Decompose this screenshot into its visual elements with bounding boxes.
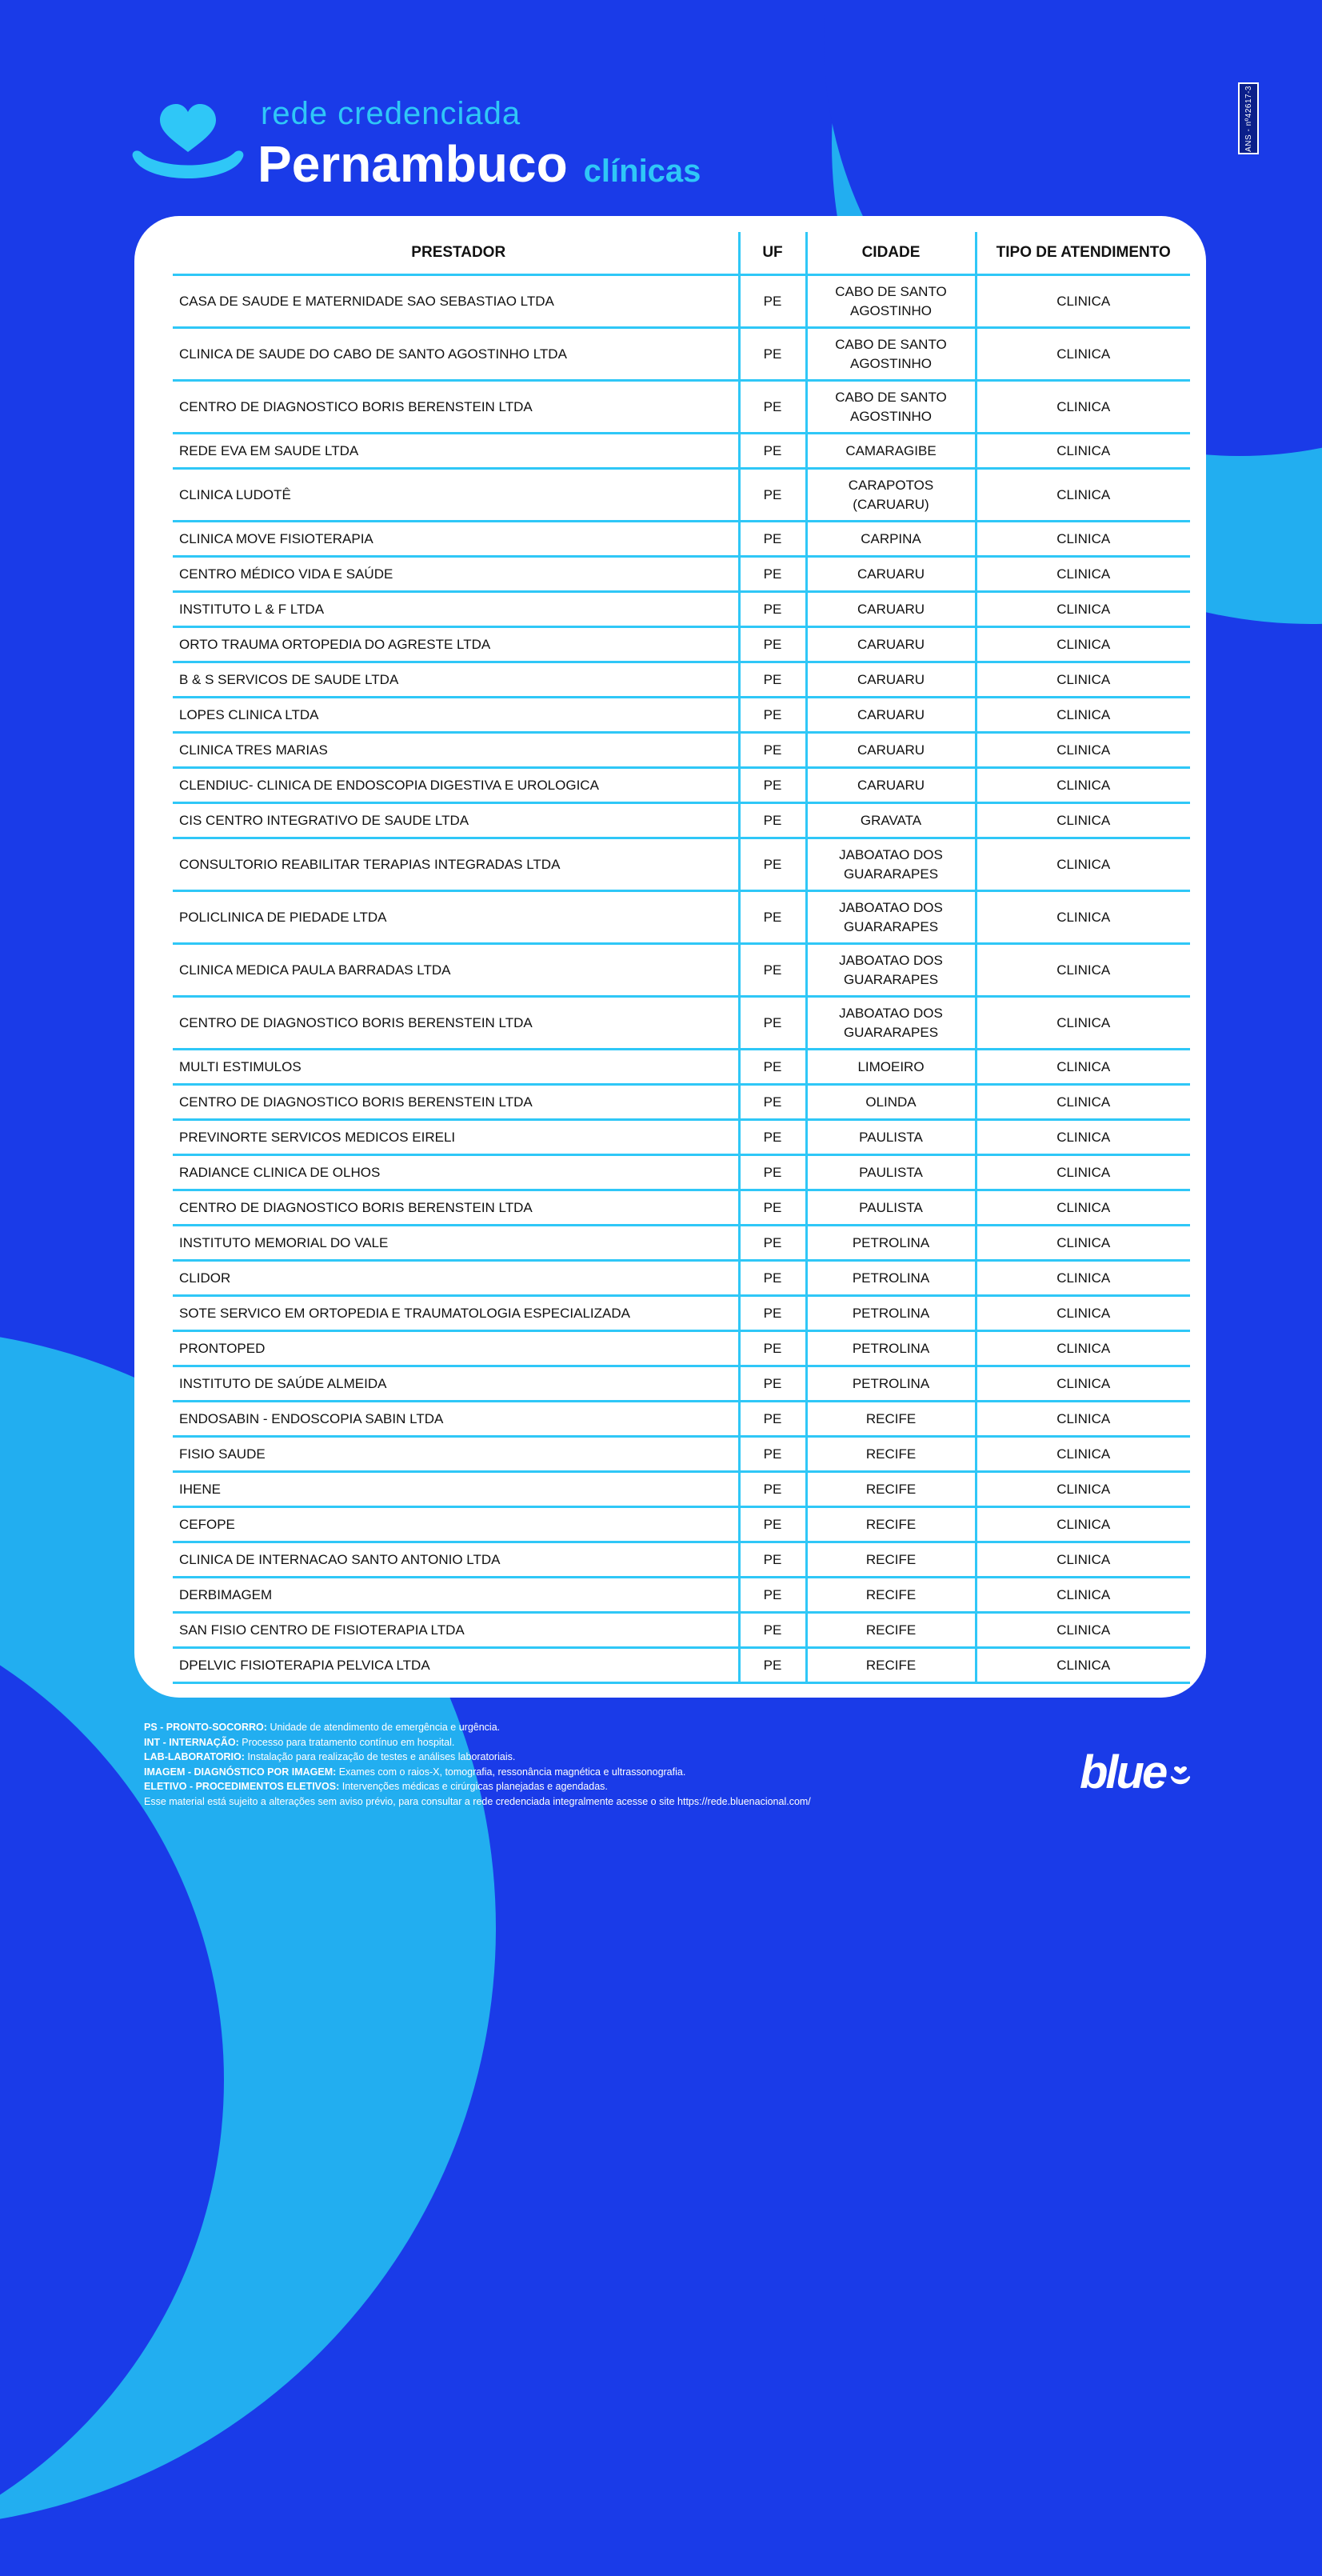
table-row [173,275,1190,328]
cell-prestador: CENTRO DE DIAGNOSTICO BORIS BERENSTEIN LTDA [173,997,739,1050]
cell-tipo: CLINICA [976,944,1190,997]
cell-uf: PE [739,1085,806,1120]
cell-cidade: RECIFE [806,1437,976,1472]
cell-prestador: CLINICA LUDOTÊ [173,469,739,522]
cell-prestador: CLINICA DE INTERNACAO SANTO ANTONIO LTDA [173,1542,739,1578]
cell-tipo: CLINICA [976,522,1190,557]
column-header-tipo: TIPO DE ATENDIMENTO [976,232,1190,275]
footer-legend [144,1720,1024,1809]
cell-uf: PE [739,662,806,698]
cell-uf: PE [739,557,806,592]
cell-tipo: CLINICA [976,891,1190,944]
table-row [173,1437,1190,1472]
cell-cidade: CARUARU [806,557,976,592]
cell-uf: PE [739,733,806,768]
cell-prestador: CLINICA MOVE FISIOTERAPIA [173,522,739,557]
cell-cidade: CARUARU [806,698,976,733]
cell-uf: PE [739,997,806,1050]
table-row [173,1085,1190,1120]
legend-term: INT - INTERNAÇÃO: [144,1736,239,1748]
legend-term: PS - PRONTO-SOCORRO: [144,1722,267,1733]
disclaimer: Esse material está sujeito a alterações sem aviso prévio, para consultar a rede credenciada integralmente acesse o site https://rede.bluenacional.com/ [144,1795,811,1807]
cell-uf: PE [739,1050,806,1085]
table-row [173,469,1190,522]
cell-prestador: MULTI ESTIMULOS [173,1050,739,1085]
cell-tipo: CLINICA [976,1050,1190,1085]
cell-prestador: DPELVIC FISIOTERAPIA PELVICA LTDA [173,1648,739,1683]
cell-tipo: CLINICA [976,1402,1190,1437]
cell-uf: PE [739,627,806,662]
cell-uf: PE [739,1507,806,1542]
cell-tipo: CLINICA [976,1542,1190,1578]
cell-cidade: RECIFE [806,1472,976,1507]
cell-tipo: CLINICA [976,1261,1190,1296]
cell-tipo: CLINICA [976,1120,1190,1155]
cell-tipo: CLINICA [976,1155,1190,1190]
cell-uf: PE [739,838,806,891]
cell-cidade: RECIFE [806,1542,976,1578]
cell-tipo: CLINICA [976,1578,1190,1613]
cell-tipo: CLINICA [976,1648,1190,1683]
provider-table-card [134,216,1206,1698]
cell-uf: PE [739,1120,806,1155]
table-row [173,557,1190,592]
heart-smile-logo-icon [128,102,248,197]
table-row [173,662,1190,698]
cell-cidade: RECIFE [806,1507,976,1542]
table-row [173,1472,1190,1507]
cell-prestador: CONSULTORIO REABILITAR TERAPIAS INTEGRADAS LTDA [173,838,739,891]
table-row [173,733,1190,768]
cell-uf: PE [739,1296,806,1331]
cell-uf: PE [739,1472,806,1507]
legend-desc: Instalação para realização de testes e análises laboratoriais. [247,1751,516,1762]
cell-prestador: FISIO SAUDE [173,1437,739,1472]
table-row [173,1226,1190,1261]
cell-cidade: JABOATAO DOS GUARARAPES [806,838,976,891]
cell-tipo: CLINICA [976,627,1190,662]
table-row [173,1331,1190,1366]
cell-cidade: JABOATAO DOS GUARARAPES [806,944,976,997]
cell-cidade: JABOATAO DOS GUARARAPES [806,997,976,1050]
table-row [173,768,1190,803]
table-row [173,434,1190,469]
cell-tipo: CLINICA [976,469,1190,522]
cell-cidade: PETROLINA [806,1296,976,1331]
cell-prestador: INSTITUTO L & F LTDA [173,592,739,627]
table-row [173,592,1190,627]
cell-uf: PE [739,328,806,381]
legend-desc: Exames com o raios-X, tomografia, ressonância magnética e ultrassonografia. [338,1766,686,1778]
legend-item [144,1765,1024,1780]
cell-tipo: CLINICA [976,997,1190,1050]
cell-prestador: CENTRO DE DIAGNOSTICO BORIS BERENSTEIN LTDA [173,381,739,434]
cell-prestador: SAN FISIO CENTRO DE FISIOTERAPIA LTDA [173,1613,739,1648]
legend-item [144,1720,1024,1735]
cell-prestador: CLINICA MEDICA PAULA BARRADAS LTDA [173,944,739,997]
cell-prestador: REDE EVA EM SAUDE LTDA [173,434,739,469]
cell-tipo: CLINICA [976,381,1190,434]
legend-item [144,1735,1024,1750]
cell-tipo: CLINICA [976,1507,1190,1542]
table-row [173,1648,1190,1683]
table-row [173,698,1190,733]
table-header-row [173,232,1190,275]
legend-term: ELETIVO - PROCEDIMENTOS ELETIVOS: [144,1781,340,1792]
table-row [173,381,1190,434]
table-row [173,328,1190,381]
cell-prestador: RADIANCE CLINICA DE OLHOS [173,1155,739,1190]
legend-item [144,1750,1024,1765]
cell-uf: PE [739,1331,806,1366]
cell-tipo: CLINICA [976,1085,1190,1120]
table-row [173,1120,1190,1155]
cell-prestador: LOPES CLINICA LTDA [173,698,739,733]
cell-prestador: POLICLINICA DE PIEDADE LTDA [173,891,739,944]
cell-cidade: RECIFE [806,1578,976,1613]
cell-tipo: CLINICA [976,1366,1190,1402]
table-row [173,838,1190,891]
cell-uf: PE [739,1190,806,1226]
cell-prestador: CIS CENTRO INTEGRATIVO DE SAUDE LTDA [173,803,739,838]
cell-cidade: RECIFE [806,1402,976,1437]
cell-tipo: CLINICA [976,592,1190,627]
cell-uf: PE [739,275,806,328]
table-row [173,1155,1190,1190]
provider-table [173,232,1190,1684]
state-title: Pernambuco [258,135,568,193]
page-title [258,134,701,194]
cell-prestador: CENTRO DE DIAGNOSTICO BORIS BERENSTEIN LTDA [173,1190,739,1226]
cell-uf: PE [739,803,806,838]
cell-tipo: CLINICA [976,1190,1190,1226]
cell-uf: PE [739,698,806,733]
cell-prestador: CASA DE SAUDE E MATERNIDADE SAO SEBASTIAO LTDA [173,275,739,328]
cell-uf: PE [739,891,806,944]
cell-prestador: PREVINORTE SERVICOS MEDICOS EIRELI [173,1120,739,1155]
cell-cidade: JABOATAO DOS GUARARAPES [806,891,976,944]
cell-tipo: CLINICA [976,1437,1190,1472]
cell-uf: PE [739,522,806,557]
cell-cidade: PAULISTA [806,1120,976,1155]
table-row [173,1613,1190,1648]
cell-tipo: CLINICA [976,698,1190,733]
cell-uf: PE [739,1578,806,1613]
cell-uf: PE [739,469,806,522]
table-row [173,1542,1190,1578]
cell-prestador: ORTO TRAUMA ORTOPEDIA DO AGRESTE LTDA [173,627,739,662]
cell-uf: PE [739,381,806,434]
cell-prestador: CEFOPE [173,1507,739,1542]
cell-tipo: CLINICA [976,1226,1190,1261]
cell-tipo: CLINICA [976,1331,1190,1366]
legend-term: IMAGEM - DIAGNÓSTICO POR IMAGEM: [144,1766,337,1778]
cell-cidade: CARPINA [806,522,976,557]
cell-cidade: CARUARU [806,592,976,627]
cell-uf: PE [739,1542,806,1578]
category-title: clínicas [583,154,701,189]
blue-brand-logo: blue [1080,1746,1166,1798]
cell-uf: PE [739,1437,806,1472]
cell-tipo: CLINICA [976,275,1190,328]
cell-uf: PE [739,1613,806,1648]
table-row [173,1050,1190,1085]
cell-uf: PE [739,592,806,627]
ans-registration-text: ANS - nº42617-3 [1244,85,1253,152]
cell-cidade: CARUARU [806,662,976,698]
subtitle: rede credenciada [261,96,521,131]
column-header-uf: UF [739,232,806,275]
cell-prestador: CENTRO MÉDICO VIDA E SAÚDE [173,557,739,592]
cell-cidade: CARUARU [806,768,976,803]
column-header-prestador: PRESTADOR [173,232,739,275]
cell-cidade: CARUARU [806,733,976,768]
cell-prestador: INSTITUTO MEMORIAL DO VALE [173,1226,739,1261]
legend-desc: Processo para tratamento contínuo em hospital. [242,1736,455,1748]
cell-cidade: GRAVATA [806,803,976,838]
cell-cidade: PAULISTA [806,1155,976,1190]
cell-tipo: CLINICA [976,328,1190,381]
cell-tipo: CLINICA [976,838,1190,891]
table-row [173,1402,1190,1437]
legend-desc: Intervenções médicas e cirúrgicas planejadas e agendadas. [341,1781,608,1792]
cell-cidade: CABO DE SANTO AGOSTINHO [806,381,976,434]
cell-prestador: INSTITUTO DE SAÚDE ALMEIDA [173,1366,739,1402]
cell-cidade: PETROLINA [806,1366,976,1402]
cell-prestador: B & S SERVICOS DE SAUDE LTDA [173,662,739,698]
legend-term: LAB-LABORATORIO: [144,1751,245,1762]
table-row [173,522,1190,557]
cell-tipo: CLINICA [976,662,1190,698]
cell-uf: PE [739,1226,806,1261]
cell-uf: PE [739,944,806,997]
cell-prestador: DERBIMAGEM [173,1578,739,1613]
cell-cidade: CARUARU [806,627,976,662]
cell-tipo: CLINICA [976,434,1190,469]
cell-uf: PE [739,1402,806,1437]
cell-uf: PE [739,1648,806,1683]
cell-prestador: ENDOSABIN - ENDOSCOPIA SABIN LTDA [173,1402,739,1437]
table-row [173,944,1190,997]
cell-cidade: PETROLINA [806,1261,976,1296]
legend-desc: Unidade de atendimento de emergência e urgência. [270,1722,501,1733]
cell-tipo: CLINICA [976,1613,1190,1648]
ans-registration-badge [1238,82,1259,154]
cell-cidade: RECIFE [806,1613,976,1648]
table-row [173,891,1190,944]
cell-cidade: PAULISTA [806,1190,976,1226]
cell-cidade: CABO DE SANTO AGOSTINHO [806,328,976,381]
cell-prestador: CLENDIUC- CLINICA DE ENDOSCOPIA DIGESTIVA E UROLOGICA [173,768,739,803]
cell-tipo: CLINICA [976,733,1190,768]
cell-prestador: IHENE [173,1472,739,1507]
table-row [173,803,1190,838]
cell-cidade: OLINDA [806,1085,976,1120]
cell-tipo: CLINICA [976,1472,1190,1507]
table-row [173,1190,1190,1226]
cell-prestador: CLIDOR [173,1261,739,1296]
table-row [173,1366,1190,1402]
cell-uf: PE [739,768,806,803]
smile-mark-icon [1169,1766,1192,1787]
cell-uf: PE [739,1155,806,1190]
cell-tipo: CLINICA [976,768,1190,803]
legend-item [144,1779,1024,1794]
cell-uf: PE [739,434,806,469]
cell-cidade: LIMOEIRO [806,1050,976,1085]
cell-uf: PE [739,1261,806,1296]
cell-prestador: CLINICA TRES MARIAS [173,733,739,768]
cell-tipo: CLINICA [976,803,1190,838]
cell-cidade: RECIFE [806,1648,976,1683]
table-row [173,1261,1190,1296]
cell-cidade: PETROLINA [806,1331,976,1366]
cell-tipo: CLINICA [976,557,1190,592]
table-row [173,1296,1190,1331]
table-row [173,1507,1190,1542]
cell-cidade: PETROLINA [806,1226,976,1261]
cell-cidade: CAMARAGIBE [806,434,976,469]
cell-cidade: CABO DE SANTO AGOSTINHO [806,275,976,328]
column-header-cidade: CIDADE [806,232,976,275]
table-row [173,997,1190,1050]
cell-tipo: CLINICA [976,1296,1190,1331]
cell-prestador: CENTRO DE DIAGNOSTICO BORIS BERENSTEIN LTDA [173,1085,739,1120]
cell-uf: PE [739,1366,806,1402]
cell-prestador: PRONTOPED [173,1331,739,1366]
cell-cidade: CARAPOTOS (CARUARU) [806,469,976,522]
table-row [173,627,1190,662]
cell-prestador: CLINICA DE SAUDE DO CABO DE SANTO AGOSTINHO LTDA [173,328,739,381]
table-row [173,1578,1190,1613]
cell-prestador: SOTE SERVICO EM ORTOPEDIA E TRAUMATOLOGIA ESPECIALIZADA [173,1296,739,1331]
